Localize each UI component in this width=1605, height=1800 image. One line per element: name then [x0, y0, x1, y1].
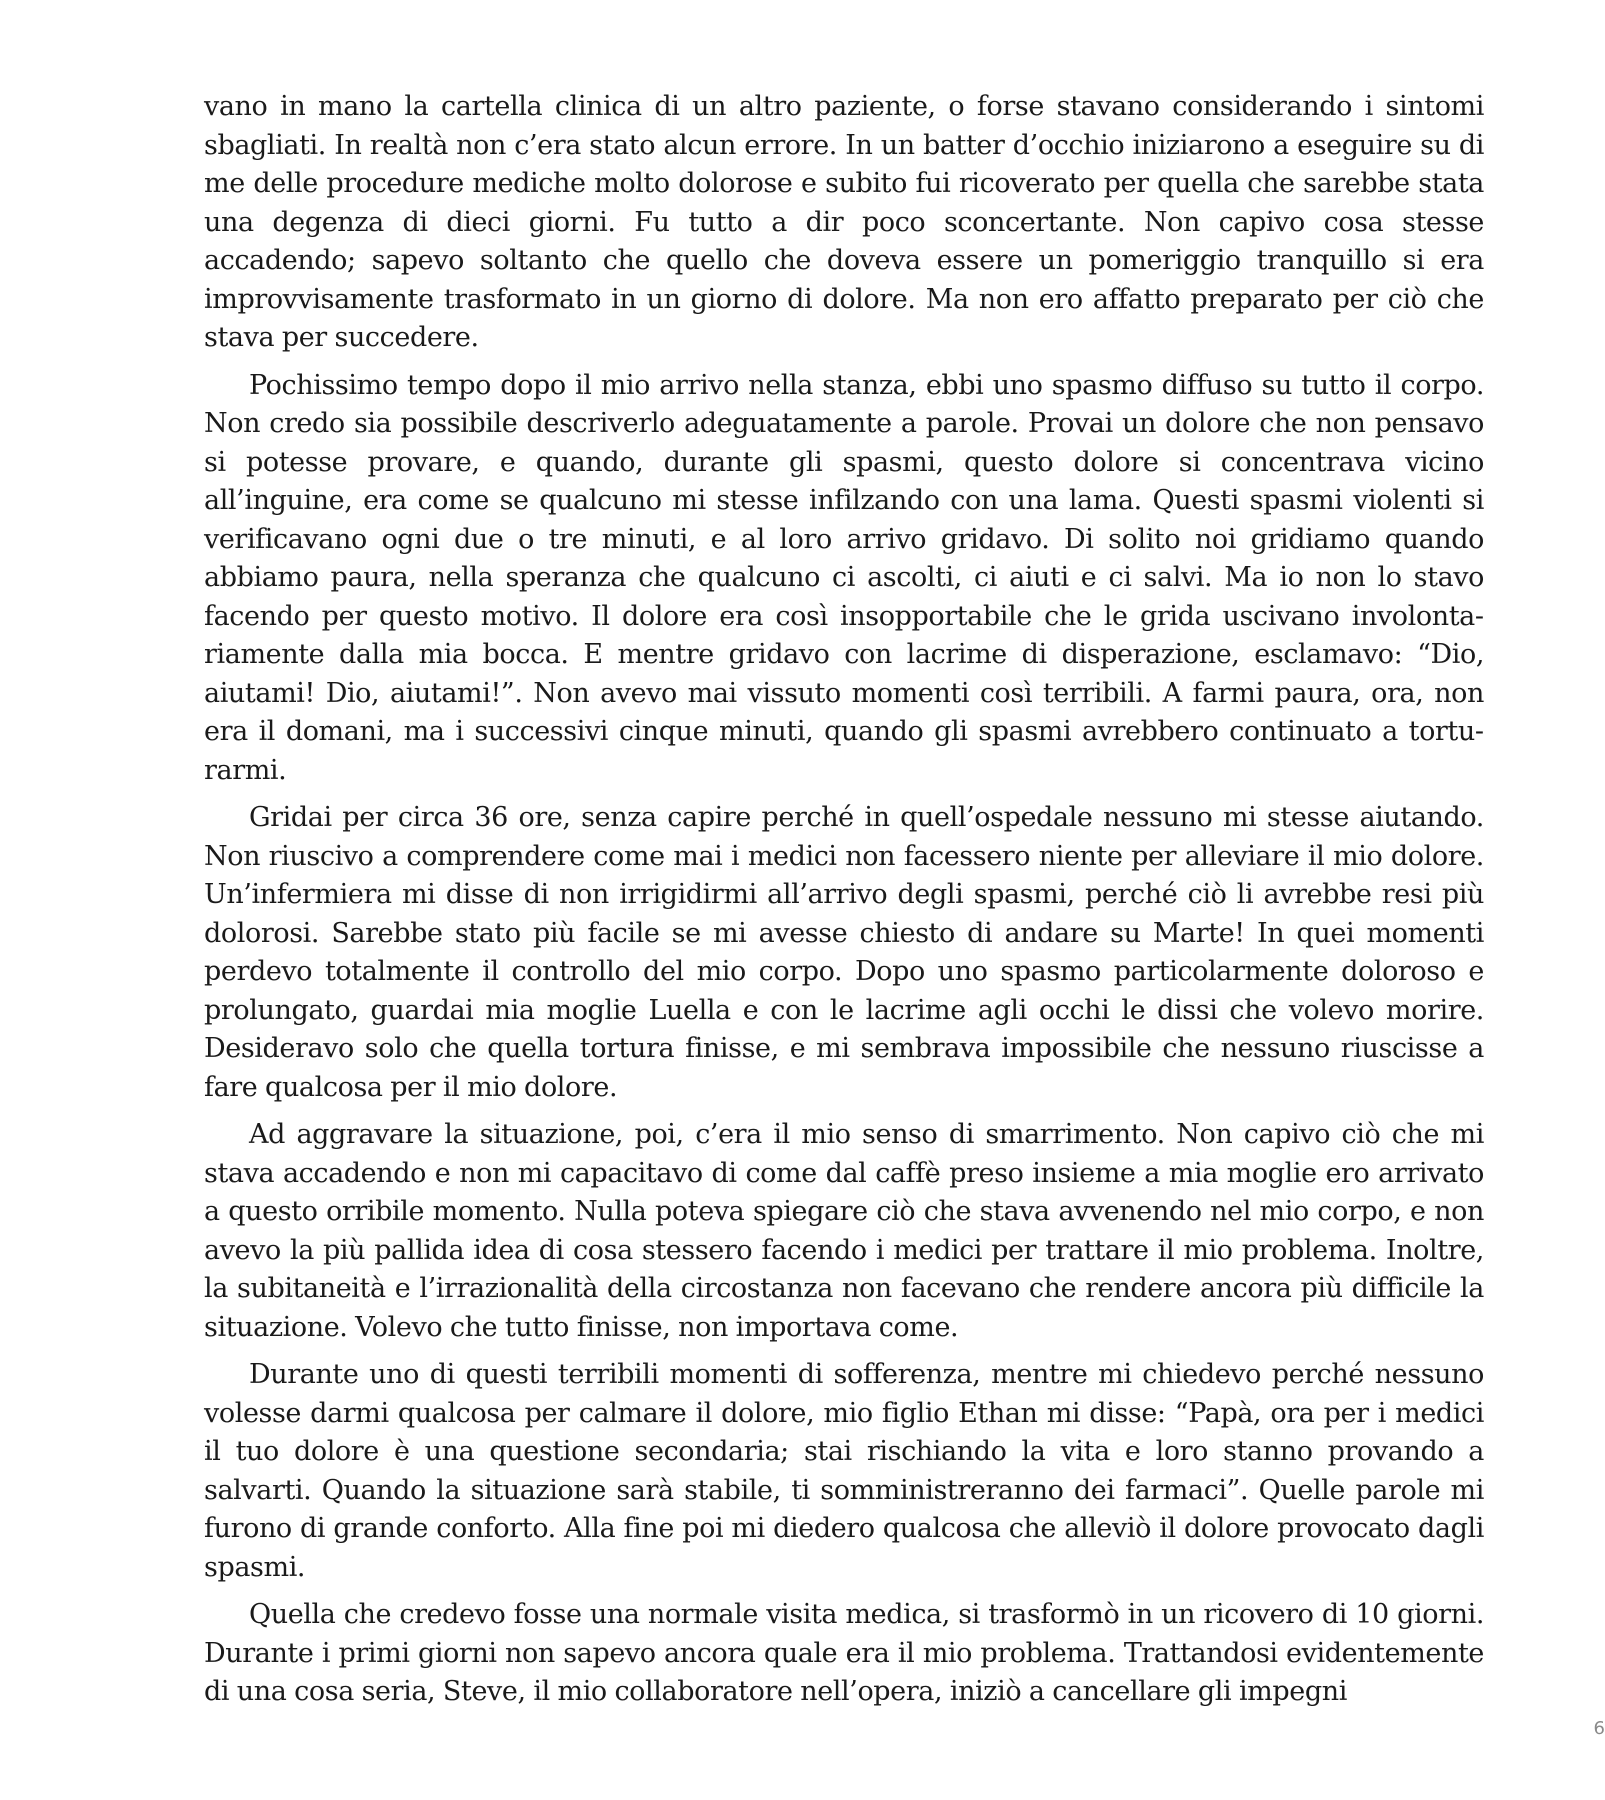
paragraph-1: vano in mano la cartella clinica di un altro paziente, o forse stavano considerando i sintomi sbagliati. In realtà non c’era stato alcun errore. In un batter d’occhio iniziarono a eseguire su di me delle procedure mediche molto dolorose e subito fui ricoverato per quella che sarebbe stata una degenza di dieci giorni. Fu tutto a dir poco sconcertante. Non capivo cosa stesse accadendo; sapevo soltanto che quello che doveva essere un pomeriggio tranquillo si era improvvisamente trasformato in un giorno di dolore. Ma non ero affatto preparato per ciò che stava per succedere.: [204, 91, 1484, 353]
paragraph-6: Quella che credevo fosse una normale visita medica, si trasformò in un ricovero di 10 giorni. Durante i primi giorni non sapevo ancora quale era il mio problema. Trattandosi evidentemente di una cosa seria, Steve, il mio collaboratore nell’opera, iniziò a cancellare gli impegni: [204, 1599, 1484, 1707]
paragraph-4: Ad aggravare la situazione, poi, c’era il mio senso di smarrimento. Non capivo ciò che mi stava accadendo e non mi capacitavo di come dal caffè preso insieme a mia moglie ero arrivato a questo orribile momento. Nulla poteva spiegare ciò che stava avvenendo nel mio corpo, e non avevo la più pallida idea di cosa stessero facendo i medici per trattare il mio problema. Inoltre, la subitaneità e l’irrazionalità della circostanza non facevano che rendere ancora più difficile la situazione. Volevo che tutto finisse, non importava come.: [204, 1119, 1484, 1343]
paragraph-5: Durante uno di questi terribili momenti di sofferenza, mentre mi chiedevo perché nessuno volesse darmi qualcosa per calmare il dolore, mio figlio Ethan mi disse: “Papà, ora per i medici il tuo dolore è una questione secondaria; stai rischiando la vita e loro stanno provando a salvarti. Quando la situazione sarà stabile, ti somministreranno dei farmaci”. Quelle parole mi furono di grande conforto. Alla fine poi mi diedero qualcosa che alleviò il dolore provocato dagli spasmi.: [204, 1359, 1484, 1583]
paragraph-2: Pochissimo tempo dopo il mio arrivo nella stanza, ebbi uno spasmo diffuso su tutto il corpo. Non credo sia possibile descriverlo adeguatamente a parole. Provai un dolore che non pensavo si potesse provare, e quando, durante gli spasmi, questo dolore si concentrava vicino all’inguine, era come se qualcuno mi stesse infilzando con una lama. Questi spasmi violenti si verificavano ogni due o tre minuti, e al loro arrivo gridavo. Di solito noi gridiamo quando abbiamo paura, nella speranza che qualcuno ci ascolti, ci aiuti e ci salvi. Ma io non lo stavo facendo per questo motivo. Il dolore era così insopportabile che le grida uscivano involontariamente dalla mia bocca. E mentre gridavo con lacrime di disperazione, esclamavo: “Dio, aiutami! Dio, aiutami!”. Non avevo mai vissuto momenti così terribili. A farmi paura, ora, non era il domani, ma i successivi cinque minuti, quando gli spasmi avrebbero continuato a torturarmi.: [204, 369, 1484, 786]
page-number: 6: [1593, 1718, 1605, 1739]
body-text: [204, 88, 1484, 1721]
paragraph-3: Gridai per circa 36 ore, senza capire perché in quell’ospedale nessuno mi stesse aiutando. Non riuscivo a comprendere come mai i medici non facessero niente per alleviare il mio dolore. Un’infermiera mi disse di non irrigidirmi all’arrivo degli spasmi, perché ciò li avrebbe resi più dolorosi. Sarebbe stato più facile se mi avesse chiesto di andare su Marte! In quei momenti perdevo totalmente il controllo del mio corpo. Dopo uno spasmo particolarmente doloroso e prolungato, guardai mia moglie Luella e con le lacrime agli occhi le dissi che volevo morire. Desideravo solo che quella tortura finisse, e mi sembrava impossibile che nessuno riuscisse a fare qualcosa per il mio dolore.: [204, 802, 1484, 1103]
